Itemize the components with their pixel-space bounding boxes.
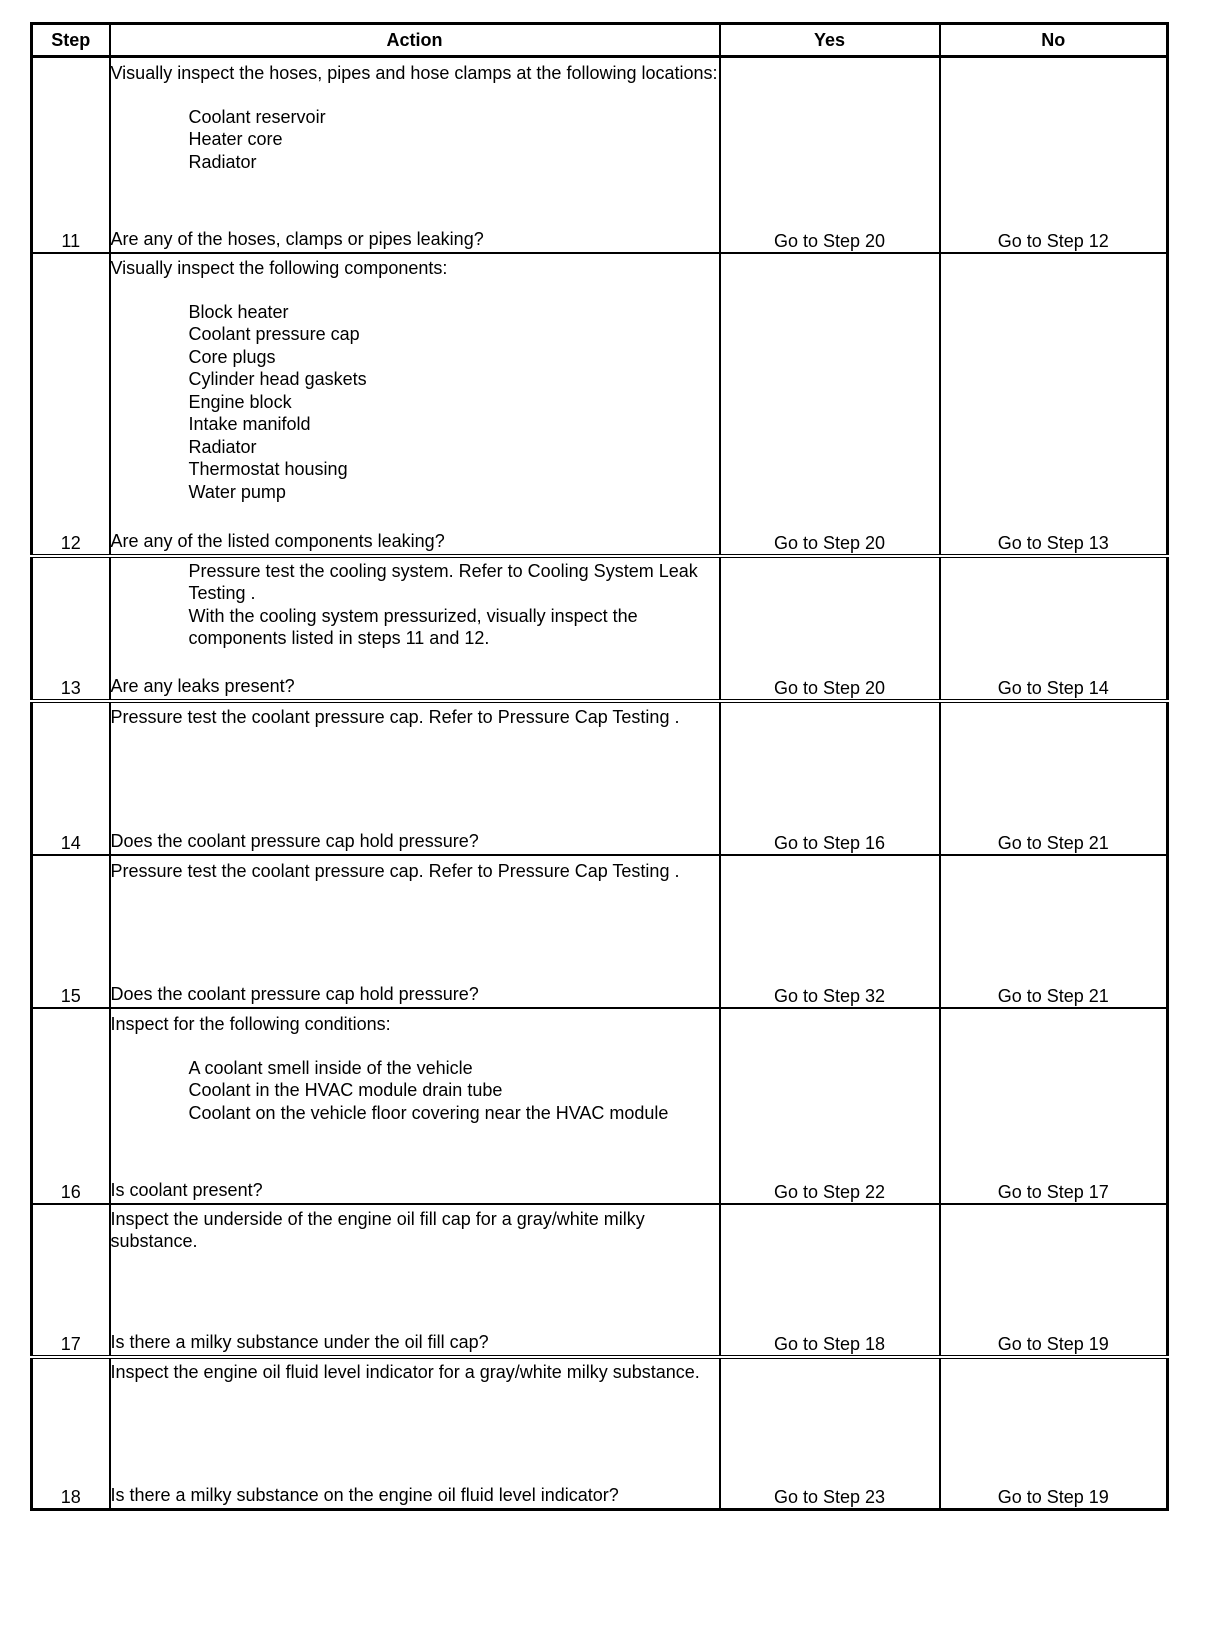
- step-row: [32, 57, 1168, 253]
- action-question: Is there a milky substance under the oil fill cap?: [110, 1331, 489, 1352]
- action-cell: [110, 556, 720, 701]
- no-result: Go to Step 12: [940, 57, 1168, 253]
- action-question: Are any of the listed components leaking?: [110, 530, 445, 551]
- yes-result: Go to Step 23: [720, 1357, 940, 1510]
- inspection-list: [189, 1057, 719, 1125]
- action-question: Does the coolant pressure cap hold pressure?: [110, 830, 479, 851]
- action-cell: [110, 253, 720, 556]
- yes-result: Go to Step 32: [720, 855, 940, 1008]
- header-step: Step: [32, 24, 110, 57]
- step-row: [32, 855, 1168, 1008]
- inspection-item: Radiator: [188, 151, 257, 172]
- inspection-list: [189, 560, 719, 650]
- inspection-item: Coolant in the HVAC module drain tube: [188, 1080, 503, 1100]
- action-instruction: Pressure test the coolant pressure cap. Refer to Pressure Cap Testing .: [110, 860, 680, 881]
- inspection-list: [189, 106, 719, 174]
- step-number: 11: [32, 57, 110, 253]
- inspection-item: Heater core: [188, 129, 283, 149]
- step-row: [32, 1357, 1168, 1510]
- inspection-item: Core plugs: [188, 346, 276, 367]
- step-number: 17: [32, 1204, 110, 1357]
- inspection-item: Coolant pressure cap: [188, 324, 360, 344]
- action-instruction: Visually inspect the following components:: [110, 257, 448, 278]
- yes-result: Go to Step 18: [720, 1204, 940, 1357]
- action-cell: [110, 855, 720, 1008]
- action-question: Is there a milky substance on the engine oil fluid level indicator?: [110, 1485, 619, 1505]
- inspection-item: Coolant reservoir: [188, 106, 326, 127]
- step-number: 15: [32, 855, 110, 1008]
- inspection-item: Cylinder head gaskets: [188, 369, 367, 389]
- no-result: Go to Step 17: [940, 1008, 1168, 1204]
- action-question: Does the coolant pressure cap hold pressure?: [110, 983, 479, 1004]
- step-row: [32, 556, 1168, 701]
- inspection-item: Engine block: [188, 391, 292, 412]
- action-cell: [110, 1357, 720, 1510]
- action-cell: [110, 701, 720, 855]
- yes-result: Go to Step 22: [720, 1008, 940, 1204]
- yes-result: Go to Step 20: [720, 253, 940, 556]
- no-result: Go to Step 13: [940, 253, 1168, 556]
- action-question: Are any of the hoses, clamps or pipes leaking?: [110, 228, 484, 249]
- header-row: [32, 24, 1168, 57]
- step-row: [32, 701, 1168, 855]
- inspection-item: Radiator: [188, 436, 257, 457]
- no-result: Go to Step 19: [940, 1357, 1168, 1510]
- action-cell: [110, 1204, 720, 1357]
- inspection-item: Coolant on the vehicle floor covering near the HVAC module: [188, 1102, 669, 1123]
- action-question: Are any leaks present?: [110, 675, 295, 696]
- no-result: Go to Step 19: [940, 1204, 1168, 1357]
- step-number: 18: [32, 1357, 110, 1510]
- action-cell: [110, 57, 720, 253]
- inspection-item: Water pump: [188, 481, 286, 502]
- action-question: Is coolant present?: [110, 1179, 263, 1200]
- inspection-item: Block heater: [188, 301, 289, 322]
- action-instruction: Visually inspect the hoses, pipes and hose clamps at the following locations:: [110, 62, 718, 83]
- action-instruction: Inspect the underside of the engine oil fill cap for a gray/white milky substance.: [110, 1208, 645, 1251]
- yes-result: Go to Step 16: [720, 701, 940, 855]
- step-number: 12: [32, 253, 110, 556]
- inspection-item: A coolant smell inside of the vehicle: [188, 1057, 473, 1078]
- inspection-item: Thermostat housing: [188, 459, 348, 479]
- action-instruction: Inspect the engine oil fluid level indicator for a gray/white milky substance.: [110, 1362, 700, 1382]
- header-action: Action: [110, 24, 720, 57]
- step-number: 13: [32, 556, 110, 701]
- yes-result: Go to Step 20: [720, 556, 940, 701]
- step-row: [32, 1008, 1168, 1204]
- step-row: [32, 253, 1168, 556]
- action-instruction: Inspect for the following conditions:: [110, 1013, 391, 1034]
- inspection-item: Intake manifold: [188, 414, 311, 434]
- inspection-item: Pressure test the cooling system. Refer to Cooling System Leak Testing .: [188, 560, 698, 603]
- inspection-item: With the cooling system pressurized, visually inspect the components listed in steps 11 and 12.: [188, 605, 638, 648]
- no-result: Go to Step 14: [940, 556, 1168, 701]
- diagnostic-table: [30, 22, 1169, 1511]
- action-instruction: Pressure test the coolant pressure cap. Refer to Pressure Cap Testing .: [110, 706, 680, 727]
- step-number: 16: [32, 1008, 110, 1204]
- action-cell: [110, 1008, 720, 1204]
- no-result: Go to Step 21: [940, 701, 1168, 855]
- step-row: [32, 1204, 1168, 1357]
- yes-result: Go to Step 20: [720, 57, 940, 253]
- step-number: 14: [32, 701, 110, 855]
- header-yes: Yes: [720, 24, 940, 57]
- no-result: Go to Step 21: [940, 855, 1168, 1008]
- inspection-list: [189, 301, 719, 504]
- header-no: No: [940, 24, 1168, 57]
